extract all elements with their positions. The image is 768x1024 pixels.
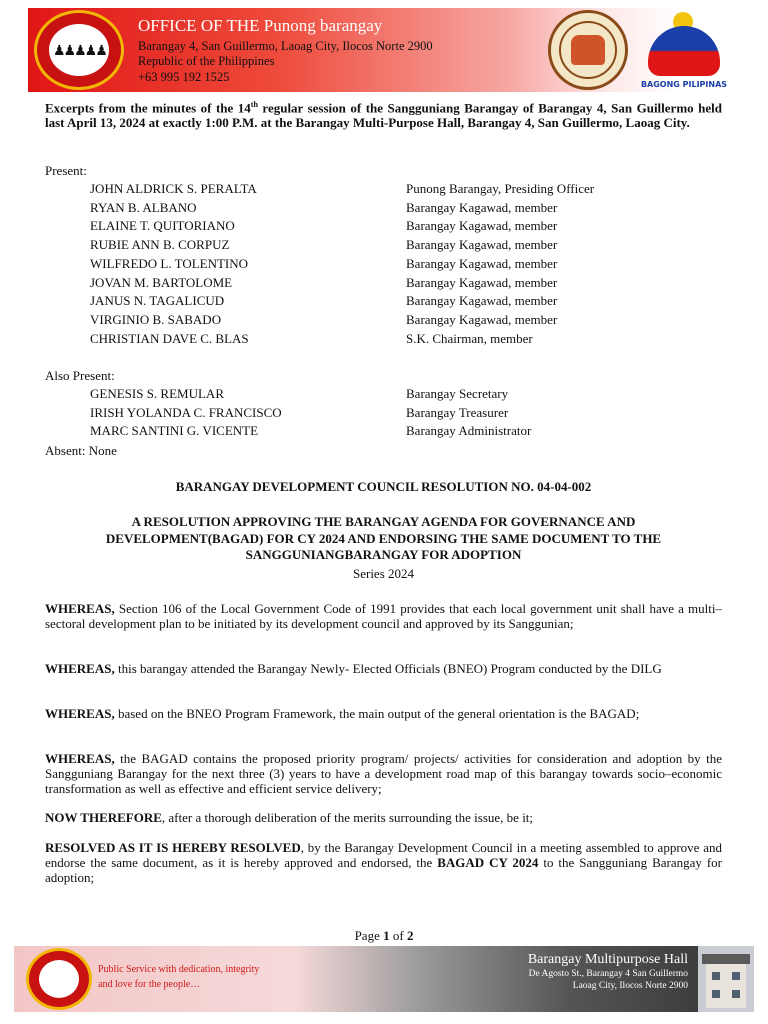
attendee-role: Barangay Kagawad, member [406, 293, 558, 309]
attendee-name: JOHN ALDRICK S. PERALTA [90, 181, 257, 196]
barangay-logo-footer [26, 948, 92, 1010]
footer-banner [14, 946, 754, 1012]
attendee-name: IRISH YOLANDA C. FRANCISCO [90, 404, 282, 420]
office-title: OFFICE OF THE Punong barangay [138, 16, 383, 35]
now-therefore-paragraph: NOW THEREFORE, after a thorough deliberation of the merits surrounding the issue, be it; [45, 810, 534, 825]
attendee-role: Barangay Kagawad, member [406, 311, 558, 327]
attendee-name: CHRISTIAN DAVE C. BLAS [90, 330, 249, 346]
bagong-pilipinas-logo [640, 10, 728, 90]
attendee-name: RYAN B. ALBANO [90, 199, 197, 215]
office-address: Barangay 4, San Guillermo, Laoag City, Ilocos Norte 2900 [138, 39, 433, 53]
attendee-name: RUBIE ANN B. CORPUZ [90, 237, 230, 253]
office-phone: +63 995 192 1525 [138, 70, 230, 84]
footer-city: Laoag City, Ilocos Norte 2900 [572, 981, 688, 991]
multipurpose-hall-photo [698, 946, 754, 1012]
attendee-role: Punong Barangay, Presiding Officer [406, 181, 595, 196]
attendee-role: Barangay Kagawad, member [406, 237, 558, 253]
attendee-role: Barangay Administrator [406, 423, 532, 439]
resolution-title: A RESOLUTION APPROVING THE BARANGAY AGENDA FOR GOVERNANCE AND DEVELOPMENT(BAGAD) FOR CY 2024 AND ENDORSING THE SAME DOCUMENT TO THE SANGGUNIANGBARANGAY FOR ADOPTION [105, 514, 662, 562]
whereas-paragraph: WHEREAS, this barangay attended the Barangay Newly- Elected Officials (BNEO) Program conducted by the DILG [45, 661, 662, 676]
attendee-name: VIRGINIO B. SABADO [90, 311, 222, 327]
attendee-role: Barangay Secretary [406, 386, 509, 401]
absent-line: Absent: None [45, 443, 117, 458]
whereas-paragraph: WHEREAS, based on the BNEO Program Framework, the main output of the general orientation is the BAGAD; [45, 706, 640, 721]
attendee-role: Barangay Kagawad, member [406, 255, 558, 271]
present-label: Present: [45, 163, 87, 178]
letterhead [28, 8, 736, 92]
attendee-name: JOVAN M. BARTOLOME [90, 274, 233, 290]
attendee-name: WILFREDO L. TOLENTINO [90, 255, 249, 271]
attendee-name: JANUS N. TAGALICUD [90, 293, 225, 309]
office-country: Republic of the Philippines [138, 54, 275, 68]
barangay-logo: ♟♟♟♟♟ [34, 10, 124, 90]
attendee-role: S.K. Chairman, member [406, 330, 533, 346]
attendee-name: GENESIS S. REMULAR [90, 386, 224, 401]
also-present-label: Also Present: [45, 368, 115, 383]
whereas-paragraph: WHEREAS, the BAGAD contains the proposed priority program/ projects/ activities for consideration and adoption by the Sangguniang Barangay for the next three (3) years to have a development road map of this barangay towards socio–economic transformation as well as effective and efficient service delivery; [45, 751, 722, 796]
footer-hall-name: Barangay Multipurpose Hall [527, 952, 688, 967]
resolved-paragraph: RESOLVED AS IT IS HEREBY RESOLVED, by the Barangay Development Council in a meeting assembled to approve and endorse the same document, as it is hereby approved and endorsed, the BAGAD CY 2024 to the Sangguniang Barangay for adoption; [45, 840, 723, 885]
laoag-city-seal [548, 10, 628, 90]
whereas-paragraph: WHEREAS, Section 106 of the Local Government Code of 1991 provides that each local government unit shall have a multi–sectoral development plan to be initiated by its development council and approved by its Sanggunian; [45, 601, 722, 631]
attendee-role: Barangay Treasurer [406, 404, 509, 420]
footer-street: De Agosto St., Barangay 4 San Guillermo [528, 969, 688, 979]
attendee-name: MARC SANTINI G. VICENTE [90, 423, 259, 439]
attendee-role: Barangay Kagawad, member [406, 218, 558, 234]
attendee-role: Barangay Kagawad, member [406, 199, 558, 215]
footer-address-block [528, 952, 688, 992]
attendee-role: Barangay Kagawad, member [406, 274, 558, 290]
minutes-intro: Excerpts from the minutes of the 14th regular session of the Sangguniang Barangay of Barangay 4, San Guillermo held last April 13, 2024 at exactly 1:00 P.M. at the Barangay Multi-Purpose Hall, Barangay 4, San Guillermo, Laoag City. [45, 100, 722, 131]
bagong-pilipinas-label: BAGONG PILIPINAS [640, 80, 728, 89]
attendee-name: ELAINE T. QUITORIANO [90, 218, 235, 234]
resolution-series: Series 2024 [352, 566, 415, 581]
resolution-number: BARANGAY DEVELOPMENT COUNCIL RESOLUTION NO. 04-04-002 [175, 479, 592, 494]
footer-slogan: Public Service with dedication, integrity and love for the people… [98, 964, 260, 990]
page-number: Page 1 of 2 [354, 928, 414, 943]
